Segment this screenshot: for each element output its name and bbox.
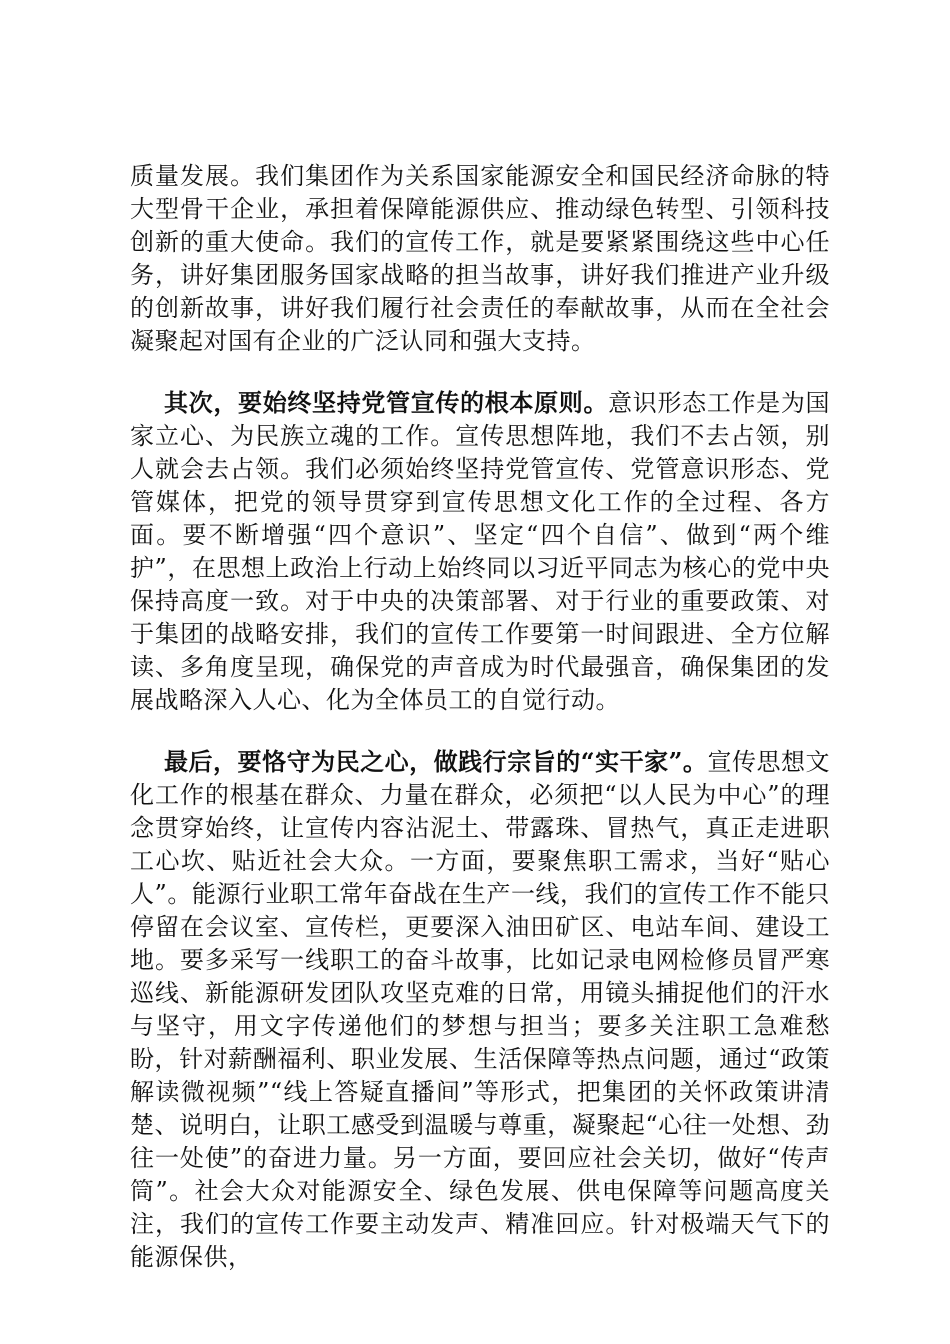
document-page	[130, 160, 830, 1274]
paragraph-3	[130, 745, 830, 1274]
paragraph-3-text: 宣传思想文化工作的根基在群众、力量在群众，必须把“以人民为中心”的理念贯穿始终，让宣传内容沾泥土、带露珠、冒热气，真正走进职工心坎、贴近社会大众。一方面，要聚焦职工需求，当好“贴心人”。能源行业职工常年奋战在生产一线，我们的宣传工作不能只停留在会议室、宣传栏，更要深入油田矿区、电站车间、建设工地。要多采写一线职工的奋斗故事，比如记录电网检修员冒严寒巡线、新能源研发团队攻坚克难的日常，用镜头捕捉他们的汗水与坚守，用文字传递他们的梦想与担当；要多关注职工急难愁盼，针对薪酬福利、职业发展、生活保障等热点问题，通过“政策解读微视频”“线上答疑直播间”等形式，把集团的关怀政策讲清楚、说明白，让职工感受到温暖与尊重，凝聚起“心往一处想、劲往一处使”的奋进力量。另一方面，要回应社会关切，做好“传声筒”。社会大众对能源安全、绿色发展、供电保障等问题高度关注，我们的宣传工作要主动发声、精准回应。针对极端天气下的能源保供，	[130, 748, 831, 1271]
paragraph-2	[130, 386, 830, 717]
paragraph-2-text: 意识形态工作是为国家立心、为民族立魂的工作。宣传思想阵地，我们不去占领，别人就会去占领。我们必须始终坚持党管宣传、党管意识形态、党管媒体，把党的领导贯穿到宣传思想文化工作的全过程、各方面。要不断增强“四个意识”、坚定“四个自信”、做到“两个维护”，在思想上政治上行动上始终同以习近平同志为核心的党中央保持高度一致。对于中央的决策部署、对于行业的重要政策、对于集团的战略安排，我们的宣传工作要第一时间跟进、全方位解读、多角度呈现，确保党的声音成为时代最强音，确保集团的发展战略深入人心、化为全体员工的自觉行动。	[130, 389, 831, 714]
paragraph-3-heading: 最后，要恪守为民之心，做践行宗旨的“实干家”。	[164, 747, 708, 776]
paragraph-2-heading: 其次，要始终坚持党管宣传的根本原则。	[164, 388, 609, 417]
paragraph-1	[130, 160, 830, 358]
paragraph-1-text: 质量发展。我们集团作为关系国家能源安全和国民经济命脉的特大型骨干企业，承担着保障能源供应、推动绿色转型、引领科技创新的重大使命。我们的宣传工作，就是要紧紧围绕这些中心任务，讲好集团服务国家战略的担当故事，讲好我们推进产业升级的创新故事，讲好我们履行社会责任的奉献故事，从而在全社会凝聚起对国有企业的广泛认同和强大支持。	[130, 162, 830, 355]
